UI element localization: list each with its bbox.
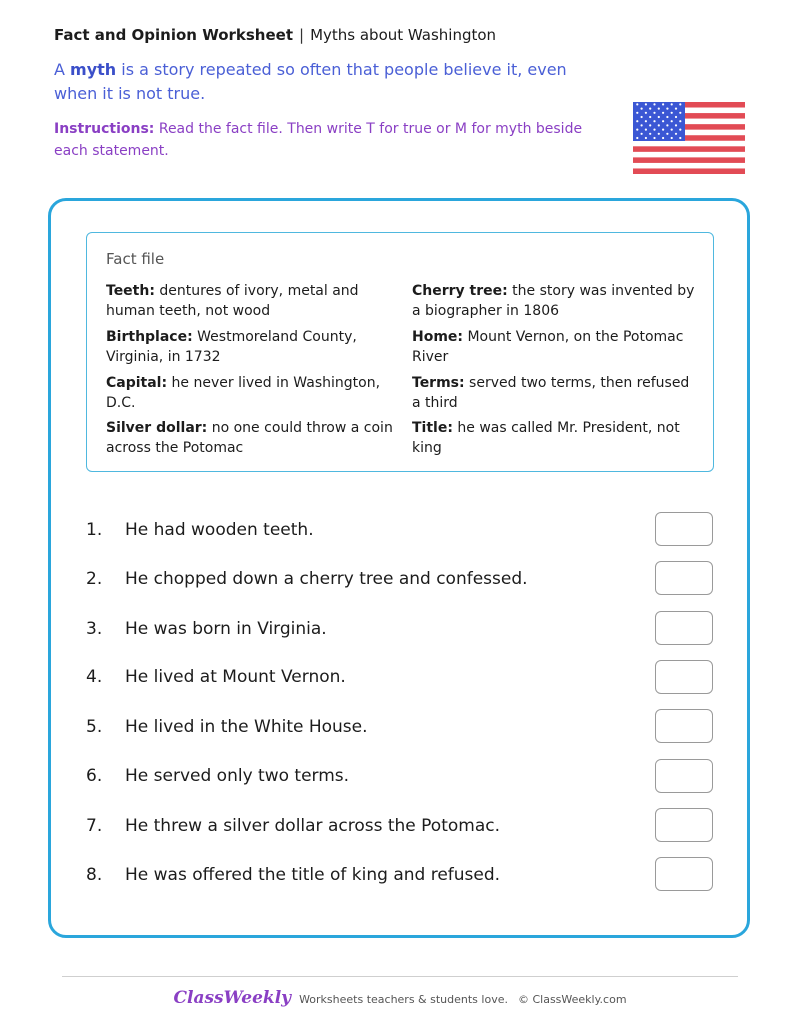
question-number: 2. (86, 569, 103, 589)
fact-label: Cherry tree: (412, 283, 508, 299)
fact-label: Birthplace: (106, 329, 193, 345)
fact-label: Home: (412, 329, 464, 345)
instructions (54, 118, 614, 162)
question-number: 3. (86, 619, 103, 639)
fact-text: Westmoreland County, Virginia, in 1732 (106, 329, 357, 365)
fact-silver-dollar (106, 418, 396, 458)
fact-file-heading: Fact file (106, 250, 165, 268)
fact-title (412, 418, 702, 458)
definition-prefix: A (54, 60, 71, 79)
question-text: He served only two terms. (125, 766, 350, 786)
fact-label: Terms: (412, 375, 465, 391)
question-text: He had wooden teeth. (125, 520, 314, 540)
answer-box[interactable] (655, 660, 713, 694)
title-subtitle: Myths about Washington (310, 26, 497, 44)
question-text: He threw a silver dollar across the Potomac. (125, 816, 500, 836)
fact-label: Title: (412, 420, 453, 436)
footer-tagline: Worksheets teachers & students love. (299, 993, 508, 1006)
fact-home (412, 327, 702, 367)
fact-terms (412, 373, 702, 413)
fact-text: Mount Vernon, on the Potomac River (412, 329, 684, 365)
fact-cherry-tree (412, 281, 702, 321)
title-bold: Fact and Opinion Worksheet (54, 26, 294, 44)
fact-text: served two terms, then refused a third (412, 375, 690, 411)
us-flag-icon (633, 102, 745, 174)
instructions-label: Instructions: (54, 121, 155, 137)
answer-box[interactable] (655, 512, 713, 546)
question-number: 1. (86, 520, 103, 540)
brand-logo: ClassWeekly (173, 988, 292, 1008)
fact-teeth (106, 281, 396, 321)
instructions-text: Read the fact file. Then write T for true or M for myth beside each statement. (54, 121, 583, 159)
fact-label: Capital: (106, 375, 168, 391)
question-number: 8. (86, 865, 103, 885)
definition-text: is a story repeated so often that people believe it, even when it is not true. (54, 60, 567, 103)
footer (0, 988, 800, 1008)
fact-label: Silver dollar: (106, 420, 208, 436)
fact-text: no one could throw a coin across the Potomac (106, 420, 393, 456)
question-text: He lived in the White House. (125, 717, 368, 737)
answer-box[interactable] (655, 759, 713, 793)
question-number: 6. (86, 766, 103, 786)
fact-text: the story was invented by a biographer in 1806 (412, 283, 695, 319)
definition-term: myth (70, 60, 117, 79)
question-text: He was offered the title of king and refused. (125, 865, 501, 885)
fact-birthplace (106, 327, 396, 367)
fact-text: he was called Mr. President, not king (412, 420, 680, 456)
answer-box[interactable] (655, 611, 713, 645)
answer-box[interactable] (655, 709, 713, 743)
question-text: He lived at Mount Vernon. (125, 667, 346, 687)
answer-box[interactable] (655, 857, 713, 891)
worksheet-title (54, 26, 496, 44)
answer-box[interactable] (655, 561, 713, 595)
myth-definition (54, 58, 614, 106)
fact-text: dentures of ivory, metal and human teeth, not wood (106, 283, 359, 319)
footer-copyright: © ClassWeekly.com (517, 993, 627, 1006)
question-number: 5. (86, 717, 103, 737)
fact-label: Teeth: (106, 283, 155, 299)
question-number: 4. (86, 667, 103, 687)
fact-capital (106, 373, 396, 413)
answer-box[interactable] (655, 808, 713, 842)
title-separator: | (299, 26, 305, 44)
footer-divider (62, 976, 738, 977)
question-number: 7. (86, 816, 103, 836)
question-text: He chopped down a cherry tree and confessed. (125, 569, 528, 589)
question-text: He was born in Virginia. (125, 619, 327, 639)
fact-text: he never lived in Washington, D.C. (106, 375, 381, 411)
